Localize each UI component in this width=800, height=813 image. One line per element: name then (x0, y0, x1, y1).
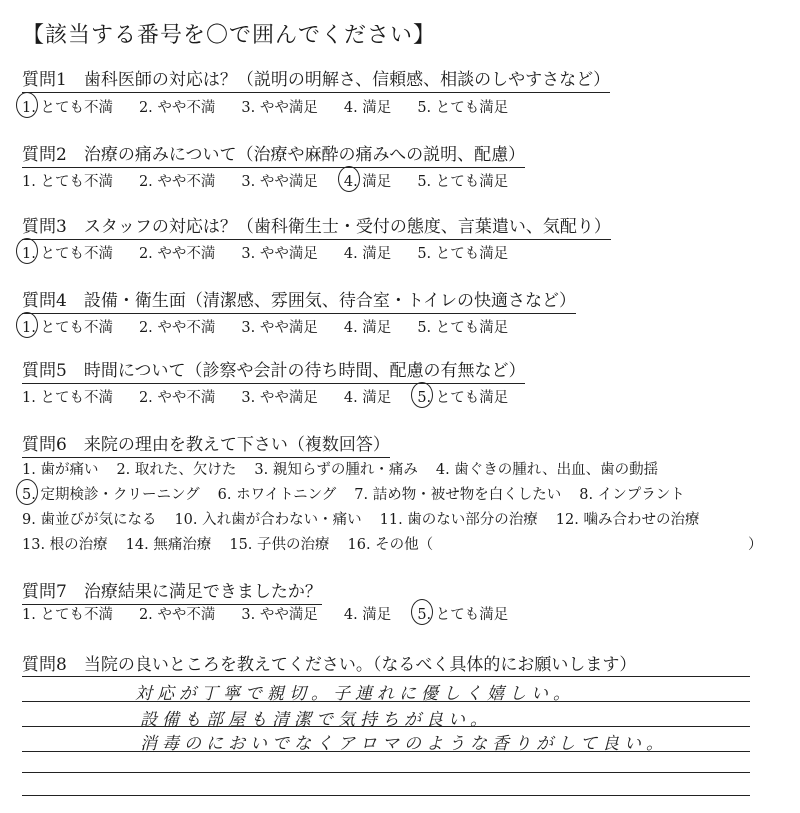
q6-option-3[interactable]: 3. 親知らずの腫れ・痛み (254, 462, 418, 478)
question-1-options (22, 96, 534, 117)
q1-option-2[interactable]: 2. やや不満 (138, 100, 216, 116)
q1-option-5[interactable]: 5. とても満足 (417, 100, 509, 116)
q5-option-3[interactable]: 3. やや満足 (241, 390, 318, 406)
q6-option-12[interactable]: 12. 噛み合わせの治療 (555, 512, 700, 528)
question-6-title: 質問6 来院の理由を教えて下さい（複数回答） (22, 430, 390, 458)
question-2-title: 質問2 治療の痛みについて（治療や麻酔の痛みへの説明、配慮） (22, 140, 525, 168)
q4-option-4[interactable]: 4. 満足 (343, 320, 392, 336)
q7-option-4[interactable]: 4. 満足 (343, 607, 392, 623)
q6-option-2[interactable]: 2. 取れた、欠けた (116, 462, 237, 478)
q6-option-16[interactable]: 16. その他（ (347, 537, 434, 553)
q6-option-9[interactable]: 9. 歯並びが気になる (22, 512, 157, 528)
question-4-title: 質問4 設備・衛生面（清潔感、雰囲気、待合室・トイレの快適さなど） (22, 286, 576, 314)
q6-option-4[interactable]: 4. 歯ぐきの腫れ、出血、歯の動揺 (435, 462, 659, 478)
q5-option-5[interactable]: 5. とても満足 (417, 386, 508, 407)
answer-line (22, 772, 750, 773)
question-7-options (22, 603, 534, 624)
question-7-title: 質問7 治療結果に満足できましたか？ (22, 577, 322, 605)
q7-option-1[interactable]: 1. とても不満 (22, 607, 113, 623)
q2-option-1[interactable]: 1. とても不満 (22, 174, 113, 190)
q6-other-close-paren: ） (748, 537, 763, 553)
q6-option-8[interactable]: 8. インプラント (579, 487, 685, 503)
q6-row-4 (22, 533, 451, 554)
answer-line (22, 676, 750, 677)
q6-option-13[interactable]: 13. 根の治療 (22, 537, 108, 553)
question-5-title: 質問5 時間について（診察や会計の待ち時間、配慮の有無など） (22, 356, 525, 384)
form-header: 【該当する番号を〇で囲んでください】 (22, 23, 437, 48)
q3-option-1[interactable]: 1. とても不満 (22, 242, 113, 263)
q6-option-1[interactable]: 1. 歯が痛い (22, 462, 99, 478)
q4-option-2[interactable]: 2. やや不満 (138, 320, 216, 336)
q4-option-5[interactable]: 5. とても満足 (417, 320, 509, 336)
q7-option-2[interactable]: 2. やや不満 (138, 607, 216, 623)
question-8-title: 質問8 当院の良いところを教えてください。（なるべく具体的にお願いします） (22, 655, 637, 675)
q6-row-3 (22, 508, 717, 529)
q1-option-3[interactable]: 3. やや満足 (241, 100, 318, 116)
q8-answer-line-2[interactable]: 設備も部屋も清潔で気持ちが良い。 (140, 710, 492, 730)
q2-option-3[interactable]: 3. やや満足 (241, 174, 318, 190)
question-1-title: 質問1 歯科医師の対応は？（説明の明解さ、信頼感、相談のしやすさなど） (22, 65, 610, 93)
answer-line (22, 795, 750, 796)
q7-option-5[interactable]: 5. とても満足 (417, 603, 508, 624)
question-2-options (22, 170, 534, 191)
q5-option-1[interactable]: 1. とても不満 (22, 390, 113, 406)
q6-option-7[interactable]: 7. 詰め物・被せ物を白くしたい (354, 487, 562, 503)
q4-option-1[interactable]: 1. とても不満 (22, 316, 113, 337)
q8-answer-line-1[interactable]: 対応が丁寧で親切。子連れに優しく嬉しい。 (135, 684, 575, 704)
q6-option-10[interactable]: 10. 入れ歯が合わない・痛い (174, 512, 362, 528)
question-3-title: 質問3 スタッフの対応は？（歯科衛生士・受付の態度、言葉遣い、気配り） (22, 212, 611, 240)
q1-option-4[interactable]: 4. 満足 (343, 100, 392, 116)
q2-option-5[interactable]: 5. とても満足 (417, 174, 509, 190)
question-4-options (22, 316, 534, 337)
q6-row-1 (22, 458, 676, 479)
q3-option-5[interactable]: 5. とても満足 (417, 246, 509, 262)
q6-row-2 (22, 483, 703, 504)
q6-option-5[interactable]: 5. 定期検診・クリーニング (22, 483, 200, 504)
q6-option-14[interactable]: 14. 無痛治療 (125, 537, 212, 553)
question-3-options (22, 242, 534, 263)
q3-option-4[interactable]: 4. 満足 (343, 246, 392, 262)
q2-option-2[interactable]: 2. やや不満 (138, 174, 216, 190)
q3-option-2[interactable]: 2. やや不満 (138, 246, 216, 262)
q2-option-4[interactable]: 4. 満足 (344, 170, 391, 191)
q6-option-6[interactable]: 6. ホワイトニング (217, 487, 337, 503)
q4-option-3[interactable]: 3. やや満足 (241, 320, 318, 336)
q6-option-11[interactable]: 11. 歯のない部分の治療 (379, 512, 538, 528)
q6-option-15[interactable]: 15. 子供の治療 (229, 537, 330, 553)
q1-option-1[interactable]: 1. とても不満 (22, 96, 113, 117)
question-5-options (22, 386, 534, 407)
q8-answer-line-3[interactable]: 消毒のにおいでなくアロマのような香りがして良い。 (140, 734, 668, 754)
q5-option-2[interactable]: 2. やや不満 (138, 390, 216, 406)
q5-option-4[interactable]: 4. 満足 (343, 390, 392, 406)
q3-option-3[interactable]: 3. やや満足 (241, 246, 318, 262)
q7-option-3[interactable]: 3. やや満足 (241, 607, 318, 623)
